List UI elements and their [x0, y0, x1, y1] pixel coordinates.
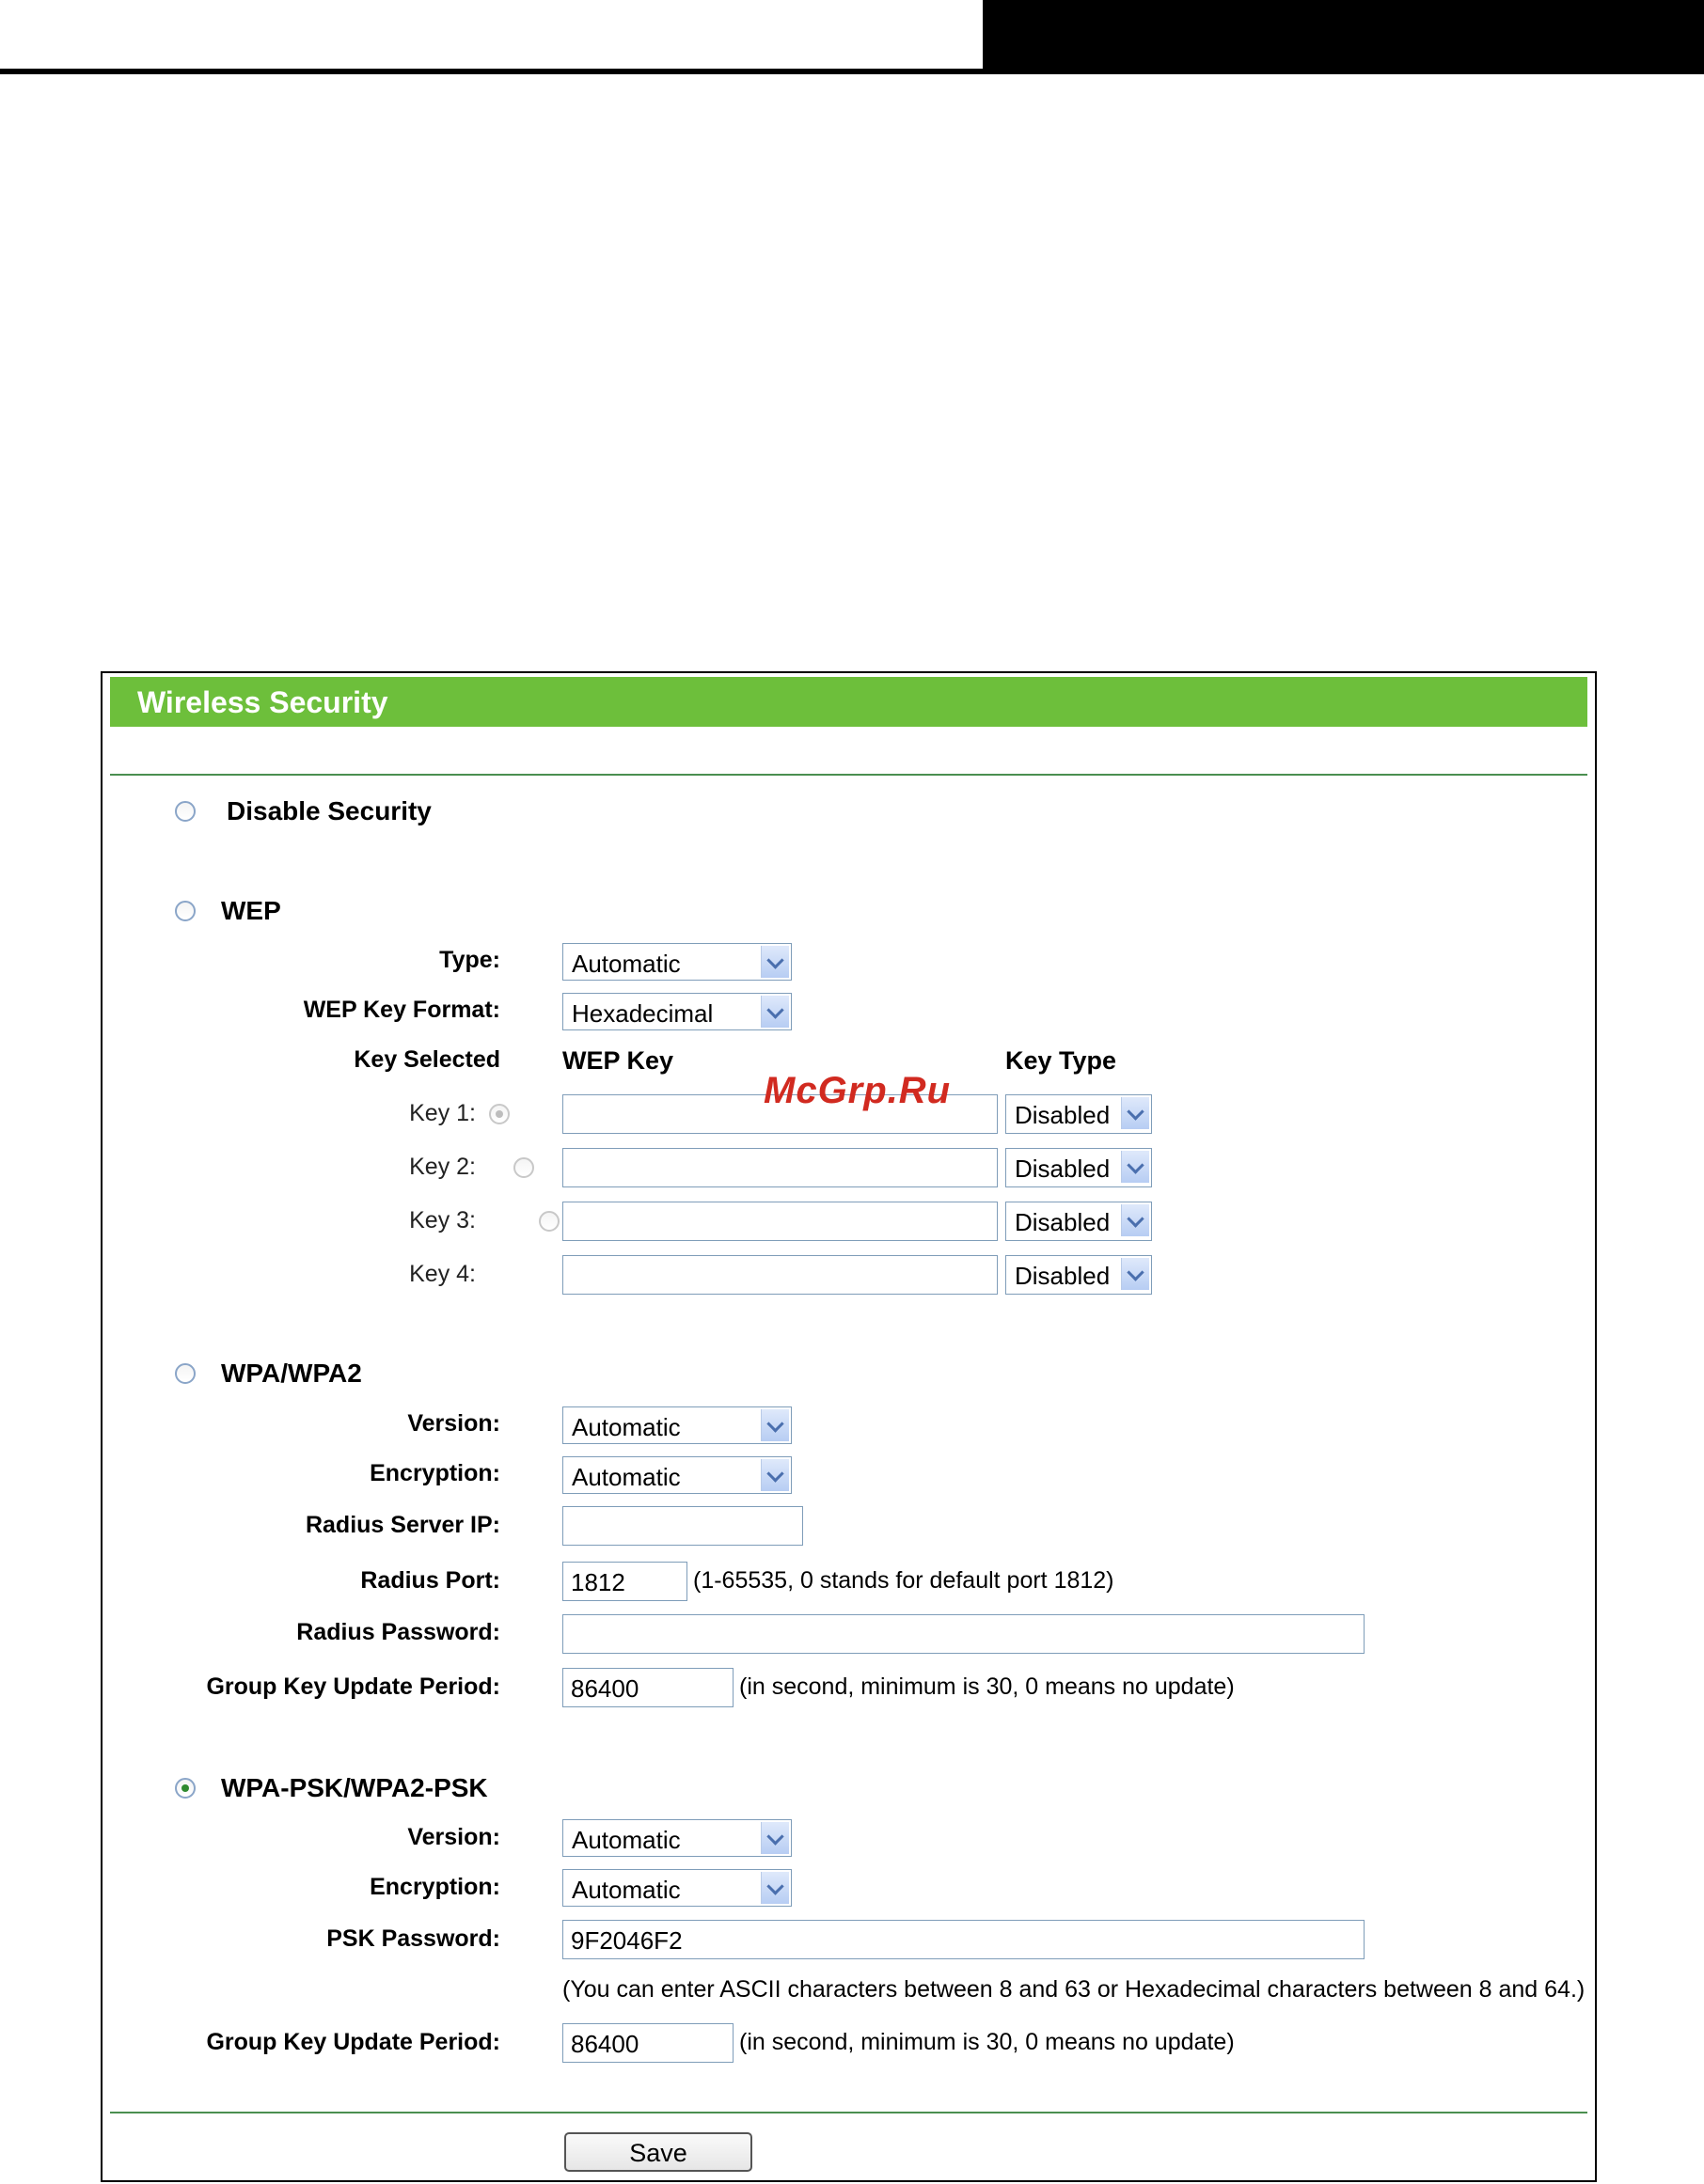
col-key-type: Key Type	[1005, 1046, 1117, 1075]
radius-password-input[interactable]	[562, 1614, 1365, 1654]
key1-type-value: Disabled	[1015, 1101, 1111, 1129]
wpa-radio[interactable]	[175, 1363, 196, 1384]
wpa-group-key-label: Group Key Update Period:	[206, 1673, 500, 1700]
psk-group-key-hint: (in second, minimum is 30, 0 means no update)	[739, 2029, 1235, 2055]
radius-password-label: Radius Password:	[296, 1619, 500, 1645]
key3-type-select[interactable]	[1005, 1202, 1152, 1241]
psk-group-key-input[interactable]: 86400	[562, 2023, 734, 2063]
wep-label: WEP	[221, 896, 281, 925]
key2-type-value: Disabled	[1015, 1155, 1111, 1183]
psk-version-value: Automatic	[572, 1826, 681, 1854]
wpa-version-label: Version:	[407, 1410, 500, 1437]
psk-group-key-label: Group Key Update Period:	[206, 2029, 500, 2055]
wep-key-format-select[interactable]	[562, 993, 792, 1030]
key1-label: Key 1:	[409, 1100, 476, 1126]
chevron-down-icon	[761, 1459, 789, 1491]
psk-version-label: Version:	[407, 1824, 500, 1850]
radius-ip-label: Radius Server IP:	[305, 1512, 500, 1538]
col-key-selected: Key Selected	[354, 1046, 500, 1073]
chevron-down-icon	[1121, 1204, 1149, 1236]
radius-port-input[interactable]: 1812	[562, 1562, 687, 1601]
save-button[interactable]: Save	[564, 2132, 752, 2172]
wep-radio[interactable]	[175, 901, 196, 921]
wep-type-value: Automatic	[572, 950, 681, 978]
key2-type-select[interactable]	[1005, 1148, 1152, 1187]
wep-type-select[interactable]	[562, 943, 792, 981]
wpa-row[interactable]	[175, 1359, 362, 1389]
disable-security-row[interactable]	[175, 796, 432, 826]
key3-label: Key 3:	[409, 1207, 476, 1233]
col-wep-key: WEP Key	[562, 1046, 674, 1075]
wpa-psk-label: WPA-PSK/WPA2-PSK	[221, 1773, 488, 1802]
disable-security-radio[interactable]	[175, 801, 196, 822]
divider-bottom	[110, 2112, 1587, 2113]
panel-title: Wireless Security	[110, 677, 1587, 727]
key1-radio[interactable]	[489, 1104, 510, 1124]
radius-port-hint: (1-65535, 0 stands for default port 1812)	[693, 1567, 1114, 1594]
key4-label: Key 4:	[409, 1261, 476, 1287]
watermark: McGrp.Ru	[764, 1070, 952, 1111]
key1-type-select[interactable]	[1005, 1094, 1152, 1134]
chevron-down-icon	[761, 1872, 789, 1904]
chevron-down-icon	[761, 1409, 789, 1441]
wpa-psk-radio[interactable]	[175, 1778, 196, 1799]
psk-password-hint: (You can enter ASCII characters between 8 and 63 or Hexadecimal characters between 8 and 64.)	[562, 1976, 1586, 2003]
psk-version-select[interactable]	[562, 1819, 792, 1857]
header-black-bar	[983, 0, 1704, 71]
wep-type-label: Type:	[439, 947, 500, 973]
header-rule	[0, 69, 1704, 74]
wpa-psk-row[interactable]	[175, 1773, 488, 1803]
psk-password-input[interactable]: 9F2046F2	[562, 1920, 1365, 1959]
wpa-version-value: Automatic	[572, 1413, 681, 1441]
chevron-down-icon	[1121, 1258, 1149, 1290]
wpa-group-key-input[interactable]: 86400	[562, 1668, 734, 1707]
divider-top	[110, 774, 1587, 776]
chevron-down-icon	[1121, 1097, 1149, 1129]
wpa-encryption-select[interactable]	[562, 1456, 792, 1494]
key3-type-value: Disabled	[1015, 1208, 1111, 1236]
wpa-group-key-hint: (in second, minimum is 30, 0 means no update)	[739, 1673, 1235, 1700]
wpa-encryption-label: Encryption:	[370, 1460, 500, 1486]
wep-key-format-value: Hexadecimal	[572, 999, 714, 1028]
wep-key-format-label: WEP Key Format:	[303, 997, 500, 1023]
psk-encryption-value: Automatic	[572, 1876, 681, 1904]
wpa-encryption-value: Automatic	[572, 1463, 681, 1491]
chevron-down-icon	[761, 996, 789, 1028]
key3-radio[interactable]	[539, 1211, 560, 1232]
key2-input[interactable]	[562, 1148, 998, 1187]
psk-password-label: PSK Password:	[326, 1925, 500, 1952]
chevron-down-icon	[1121, 1151, 1149, 1183]
key4-type-select[interactable]	[1005, 1255, 1152, 1295]
radius-port-label: Radius Port:	[360, 1567, 500, 1594]
psk-encryption-select[interactable]	[562, 1869, 792, 1907]
wep-row[interactable]	[175, 896, 281, 926]
psk-encryption-label: Encryption:	[370, 1874, 500, 1900]
disable-security-label: Disable Security	[227, 796, 432, 825]
wpa-label: WPA/WPA2	[221, 1359, 362, 1388]
key4-type-value: Disabled	[1015, 1262, 1111, 1290]
key4-input[interactable]	[562, 1255, 998, 1295]
radius-ip-input[interactable]	[562, 1506, 803, 1546]
chevron-down-icon	[761, 946, 789, 978]
key3-input[interactable]	[562, 1202, 998, 1241]
chevron-down-icon	[761, 1822, 789, 1854]
wpa-version-select[interactable]	[562, 1406, 792, 1444]
key2-label: Key 2:	[409, 1154, 476, 1180]
